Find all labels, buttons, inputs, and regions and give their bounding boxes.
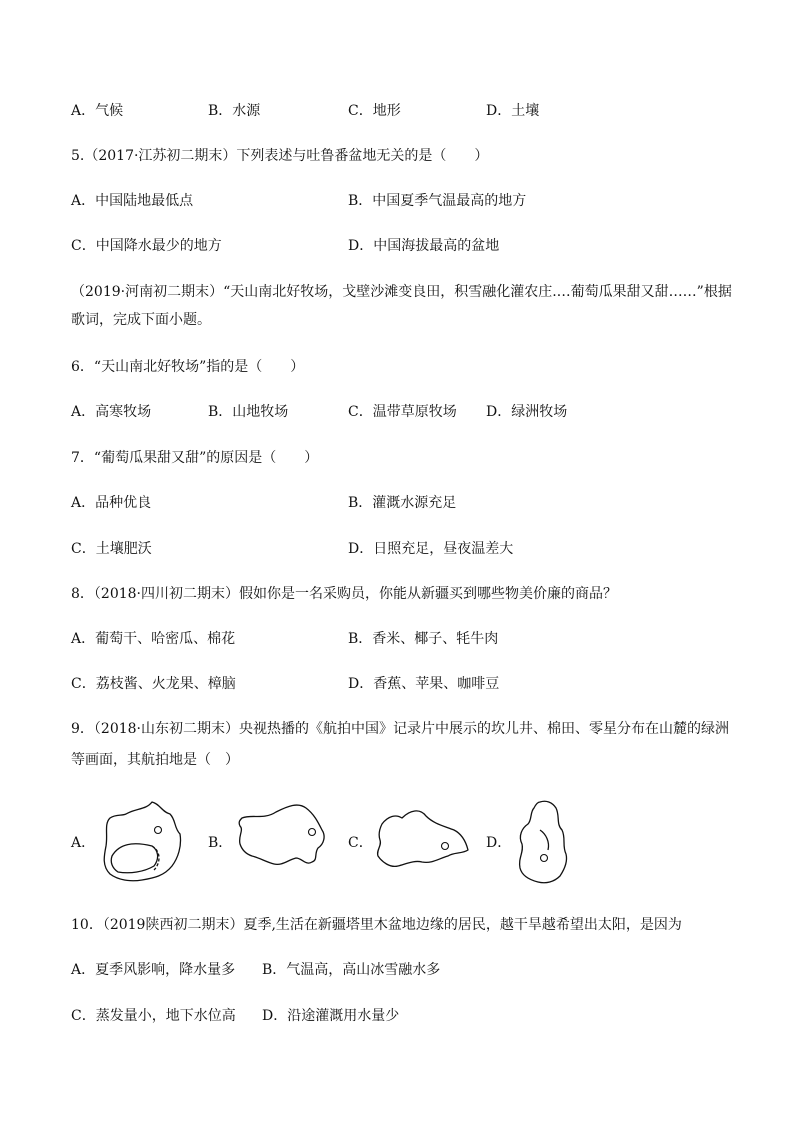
q10-option-b[interactable]: B．气温高，高山冰雪融水多 [262, 962, 441, 978]
q9-option-d[interactable]: D． [486, 835, 512, 851]
question-10-stem: 10．（2019陕西初二期末）夏季,生活在新疆塔里木盆地边缘的居民，越干旱越希望出太阳，是因为 [71, 917, 682, 933]
q6-option-a[interactable]: A．高寒牧场 [71, 404, 152, 420]
question-8-stem: 8．（2018·四川初二期末）假如你是一名采购员，你能从新疆买到哪些物美价廉的商品？ [71, 586, 617, 602]
q6-option-c[interactable]: C．温带草原牧场 [348, 404, 457, 420]
q8-option-d[interactable]: D．香蕉、苹果、咖啡豆 [348, 676, 500, 692]
map-a-image [96, 798, 192, 888]
q8-option-b[interactable]: B．香米、椰子、牦牛肉 [348, 631, 499, 647]
q4-option-d[interactable]: D．土壤 [486, 103, 540, 119]
q8-option-a[interactable]: A．葡萄干、哈密瓜、棉花 [71, 631, 236, 647]
q10-option-a[interactable]: A．夏季风影响，降水量多 [71, 962, 236, 978]
q5-option-b[interactable]: B．中国夏季气温最高的地方 [348, 193, 527, 209]
question-6-stem: 6．“天山南北好牧场”指的是（ ） [71, 359, 305, 375]
q4-option-b[interactable]: B．水源 [208, 103, 261, 119]
question-5-stem: 5.（2017·江苏初二期末）下列表述与吐鲁番盆地无关的是（ ） [71, 148, 489, 164]
q8-option-c[interactable]: C．荔枝酱、火龙果、樟脑 [71, 676, 236, 692]
q7-option-c[interactable]: C．土壤肥沃 [71, 541, 152, 557]
q7-option-d[interactable]: D．日照充足，昼夜温差大 [348, 541, 514, 557]
q10-option-c[interactable]: C．蒸发量小，地下水位高 [71, 1008, 236, 1024]
map-b-image [232, 800, 332, 872]
q5-option-c[interactable]: C．中国降水最少的地方 [71, 238, 222, 254]
q6-option-b[interactable]: B．山地牧场 [208, 404, 289, 420]
question-9-stem-line-2: 等画面，其航拍地是（ ） [71, 752, 239, 768]
q6-option-d[interactable]: D．绿洲牧场 [486, 404, 568, 420]
q7-option-b[interactable]: B．灌溉水源充足 [348, 495, 457, 511]
q4-option-c[interactable]: C．地形 [348, 103, 401, 119]
q9-option-a[interactable]: A． [71, 835, 96, 851]
q5-option-d[interactable]: D．中国海拔最高的盆地 [348, 238, 500, 254]
q10-option-d[interactable]: D．沿途灌溉用水量少 [262, 1008, 400, 1024]
question-9-stem-line-1: 9．（2018·山东初二期末）央视热播的《航拍中国》记录片中展示的坎儿井、棉田、零星分布在山麓的绿洲 [71, 721, 729, 737]
passage-line-2: 歌词，完成下面小题。 [71, 312, 211, 328]
passage-line-1: （2019·河南初二期末）“天山南北好牧场，戈壁沙滩变良田，积雪融化灌农庄.…葡萄瓜果甜又甜……”根据 [71, 284, 732, 300]
question-7-stem: 7．“葡萄瓜果甜又甜”的原因是（ ） [71, 450, 319, 466]
map-c-image [372, 806, 472, 872]
q4-option-a[interactable]: A．气候 [71, 103, 124, 119]
q5-option-a[interactable]: A．中国陆地最低点 [71, 193, 194, 209]
q9-option-b[interactable]: B． [208, 835, 233, 851]
q7-option-a[interactable]: A．品种优良 [71, 495, 152, 511]
q9-option-c[interactable]: C． [348, 835, 373, 851]
map-d-image [510, 796, 574, 888]
